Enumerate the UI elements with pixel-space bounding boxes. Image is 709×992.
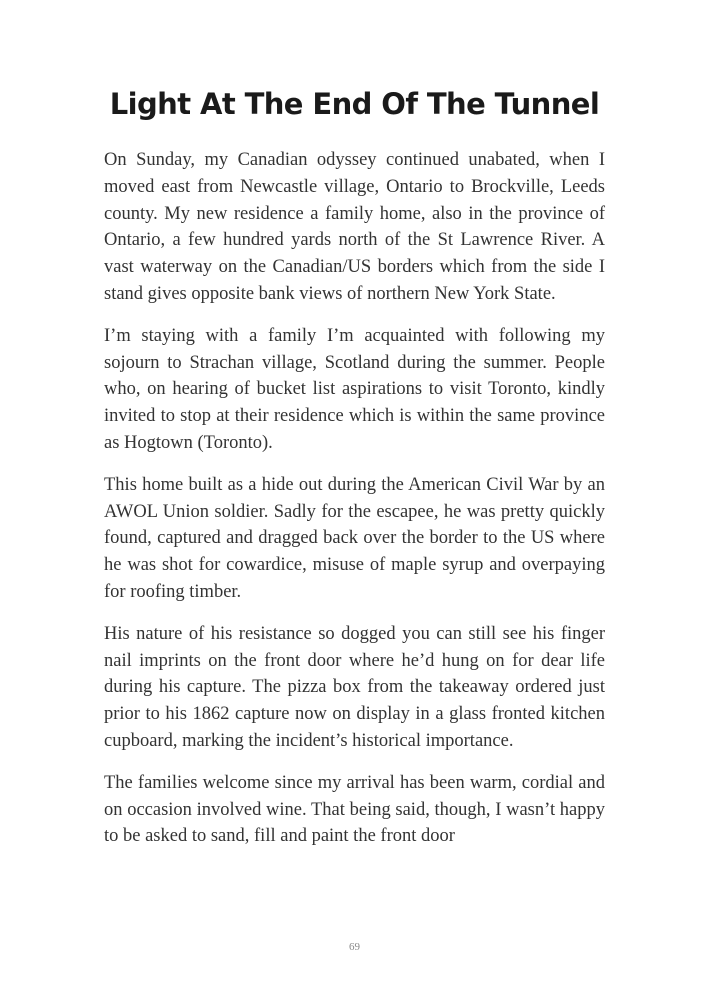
paragraph: His nature of his resistance so dogged you can still see his finger nail imprints on the front door where he’d hung on for dear life during his capture. The pizza box from the takeaway ordered just prior to his 1862 capture now on display in a glass fronted kitchen cupboard, marking the incident’s historical importance.: [104, 623, 605, 751]
chapter-title: Light At The End Of The Tunnel: [109, 87, 600, 121]
page-number: 69: [349, 941, 360, 953]
paragraph: This home built as a hide out during the American Civil War by an AWOL Union soldier. Sadly for the escapee, he was pretty quickly found, captured and dragged back over the border to the US where he was shot for cowardice, misuse of maple syrup and overpaying for roofing timber.: [104, 474, 605, 602]
paragraph: On Sunday, my Canadian odyssey continued unabated, when I moved east from Newcastle village, Ontario to Brockville, Leeds county. My new residence a family home, also in the province of Ontario, a few hundred yards north of the St Lawrence River. A vast waterway on the Canadian/US borders which from the side I stand gives opposite bank views of northern New York State.: [104, 150, 605, 304]
body-text: [104, 147, 605, 865]
paragraph: I’m staying with a family I’m acquainted with following my sojourn to Strachan village, Scotland during the summer. People who, on hearing of bucket list aspirations to visit Toronto, kindly invited to stop at their residence which is within the same province as Hogtown (Toronto).: [104, 325, 605, 453]
paragraph: The families welcome since my arrival has been warm, cordial and on occasion involved wine. That being said, though, I wasn’t happy to be asked to sand, fill and paint the front door: [104, 772, 605, 847]
